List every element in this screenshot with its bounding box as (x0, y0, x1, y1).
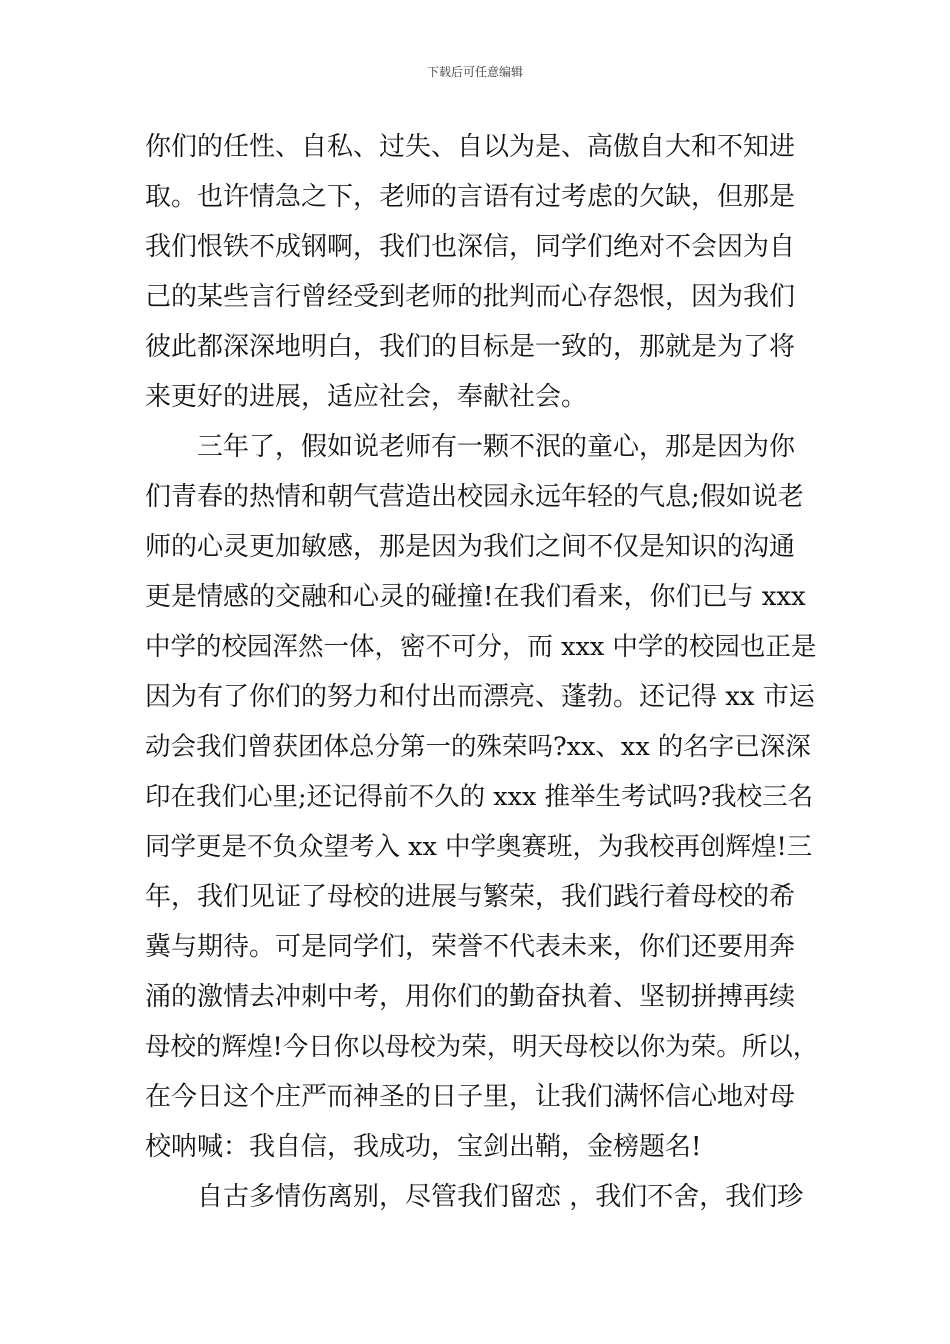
text-line: 印在我们心里;还记得前不久的 xxx 推举生考试吗?我校三名 (145, 782, 814, 812)
text-line: 动会我们曾获团体总分第一的殊荣吗?xx、xx 的名字已深深 (145, 732, 811, 762)
text-line: 冀与期待。可是同学们，荣誉不代表未来，你们还要用奔 (145, 932, 796, 962)
text-line: 己的某些言行曾经受到老师的批判而心存怨恨，因为我们 (145, 282, 796, 312)
text-line: 在今日这个庄严而神圣的日子里，让我们满怀信心地对母 (145, 1082, 796, 1112)
text-line: 年，我们见证了母校的进展与繁荣，我们践行着母校的希 (145, 882, 796, 912)
paragraph-first-line: 三年了，假如说老师有一颗不泯的童心，那是因为你 (197, 432, 796, 462)
text-line: 中学的校园浑然一体，密不可分，而 xxx 中学的校园也正是 (145, 632, 817, 662)
text-line: 师的心灵更加敏感，那是因为我们之间不仅是知识的沟通 (145, 532, 796, 562)
text-line: 们青春的热情和朝气营造出校园永远年轻的气息;假如说老 (145, 482, 804, 512)
paragraph-first-line: 自古多情伤离别，尽管我们留恋 ，我们不舍，我们珍 (197, 1182, 804, 1212)
text-line: 母校的辉煌!今日你以母校为荣，明天母校以你为荣。所以， (145, 1032, 819, 1062)
text-line: 校呐喊：我自信，我成功，宝剑出鞘，金榜题名! (145, 1132, 702, 1162)
text-line: 我们恨铁不成钢啊，我们也深信，同学们绝对不会因为自 (145, 232, 796, 262)
page-header-note: 下载后可任意编辑 (426, 65, 523, 79)
text-line: 同学更是不负众望考入 xx 中学奥赛班，为我校再创辉煌!三 (145, 832, 813, 862)
text-line: 来更好的进展，适应社会，奉献社会。 (145, 382, 588, 412)
text-line: 因为有了你们的努力和付出而漂亮、蓬勃。还记得 xx 市运 (145, 682, 815, 712)
text-line: 涌的激情去冲刺中考，用你们的勤奋执着、坚韧拼搏再续 (145, 982, 796, 1012)
document-body (145, 122, 820, 1222)
text-line: 彼此都深深地明白，我们的目标是一致的，那就是为了将 (145, 332, 796, 362)
text-line: 更是情感的交融和心灵的碰撞!在我们看来，你们已与 xxx (145, 582, 806, 612)
text-line: 你们的任性、自私、过失、自以为是、高傲自大和不知进 (145, 132, 796, 162)
text-line: 取。也许情急之下，老师的言语有过考虑的欠缺，但那是 (145, 182, 796, 212)
